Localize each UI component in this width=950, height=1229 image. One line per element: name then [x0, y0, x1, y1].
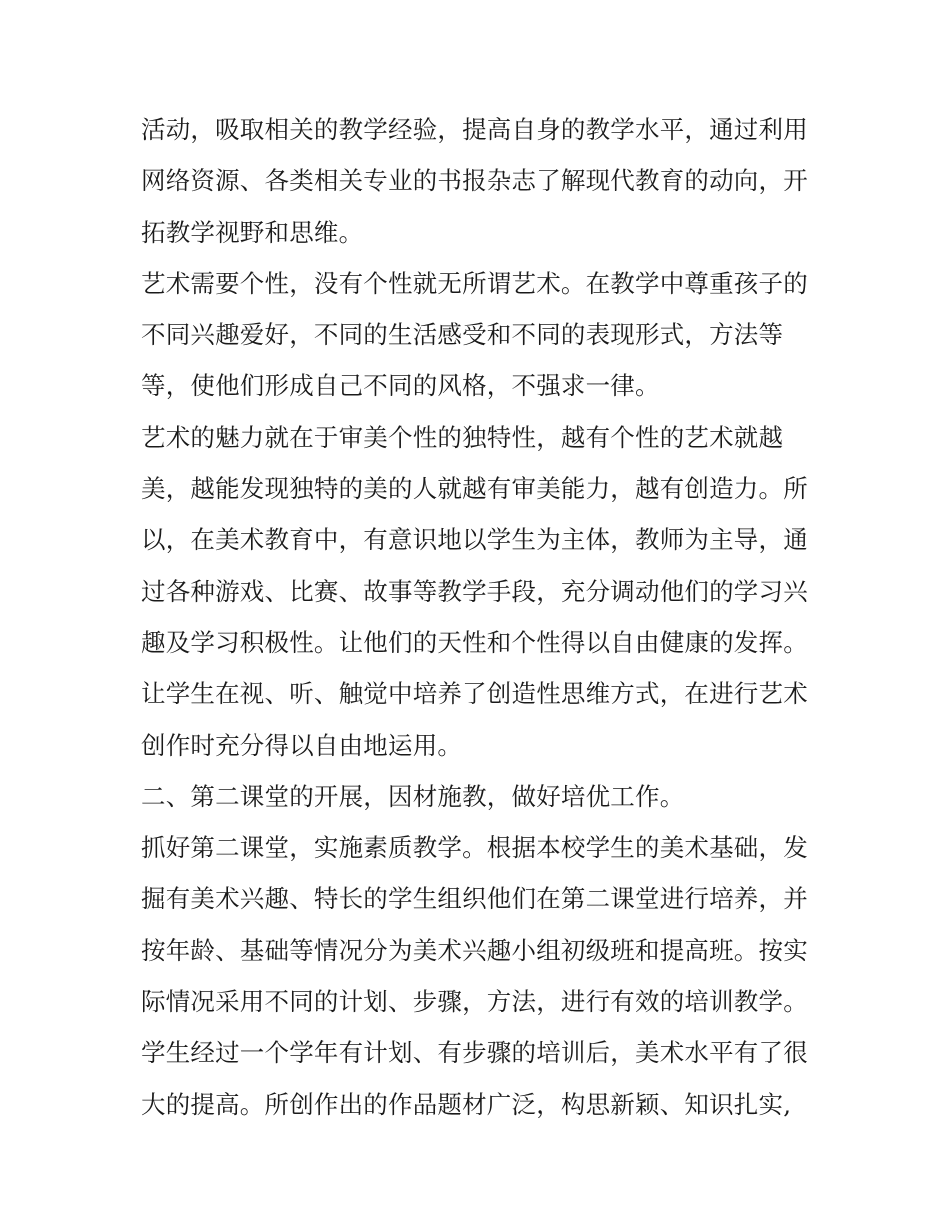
text-line: 美，越能发现独特的美的人就越有审美能力，越有创造力。所 — [141, 474, 808, 504]
text-line: 抓好第二课堂，实施素质教学。根据本校学生的美术基础，发 — [141, 833, 808, 863]
text-line: 际情况采用不同的计划、步骤，方法，进行有效的培训教学。 — [141, 987, 808, 1017]
text-line: 趣及学习积极性。让他们的天性和个性得以自由健康的发挥。 — [141, 627, 808, 657]
text-line: 过各种游戏、比赛、故事等教学手段，充分调动他们的学习兴 — [141, 576, 808, 606]
section-heading: 二、第二课堂的开展，因材施教，做好培优工作。 — [141, 781, 685, 811]
text-line: 让学生在视、听、触觉中培养了创造性思维方式，在进行艺术 — [141, 679, 808, 709]
text-line: 按年龄、基础等情况分为美术兴趣小组初级班和提高班。按实 — [141, 935, 808, 965]
text-line: 学生经过一个学年有计划、有步骤的培训后，美术水平有了很 — [141, 1038, 808, 1068]
text-line: 以，在美术教育中，有意识地以学生为主体，教师为主导，通 — [141, 525, 808, 555]
text-line: 创作时充分得以自由地运用。 — [141, 730, 463, 760]
body-text — [141, 108, 821, 1134]
text-line: 艺术的魅力就在于审美个性的独特性，越有个性的艺术就越 — [141, 422, 784, 452]
text-line: 拓教学视野和思维。 — [141, 217, 364, 247]
text-line: 不同兴趣爱好，不同的生活感受和不同的表现形式，方法等 — [141, 320, 784, 350]
text-line: 活动，吸取相关的教学经验，提高自身的教学水平，通过利用 — [141, 115, 808, 144]
text-line: 等，使他们形成自己不同的风格，不强求一律。 — [141, 371, 660, 401]
text-line: 艺术需要个性，没有个性就无所谓艺术。在教学中尊重孩子的 — [141, 268, 808, 298]
text-line: 大的提高。所创作出的作品题材广泛，构思新颖、知识扎实, — [141, 1089, 792, 1119]
text-line: 网络资源、各类相关专业的书报杂志了解现代教育的动向，开 — [141, 166, 808, 196]
text-line: 掘有美术兴趣、特长的学生组织他们在第二课堂进行培养，并 — [141, 884, 808, 914]
